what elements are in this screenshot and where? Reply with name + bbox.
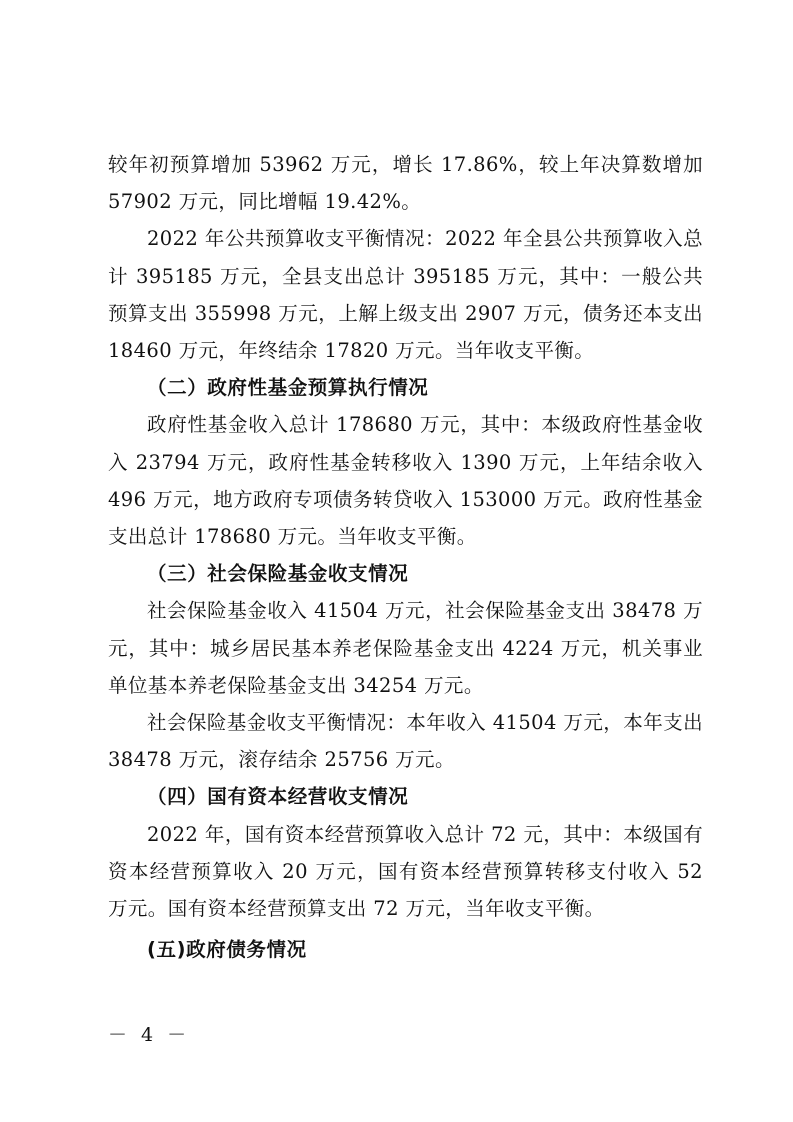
paragraph-budget-increase: 较年初预算增加 53962 万元，增长 17.86%，较上年决算数增加 57902 万元，同比增幅 19.42%。 [108, 153, 703, 214]
paragraph-government-fund: 政府性基金收入总计 178680 万元，其中：本级政府性基金收入 23794 万元，政府性基金转移收入 1390 万元，上年结余收入 496 万元，地方政府专项债务转贷收入 153000 万元。政府性基金支出总计 178680 万元。当年收支平衡。 [108, 413, 703, 549]
heading-government-fund: （二）政府性基金预算执行情况 [147, 376, 429, 400]
heading-social-insurance: （三）社会保险基金收支情况 [147, 562, 409, 586]
paragraph-public-budget-balance: 2022 年公共预算收支平衡情况：2022 年全县公共预算收入总计 395185 万元，全县支出总计 395185 万元，其中：一般公共预算支出 355998 万元，上解上级支出 2907 万元，债务还本支出 18460 万元，年终结余 17820 万元。当年收支平衡。 [108, 227, 703, 363]
paragraph-social-insurance-balance: 社会保险基金收支平衡情况：本年收入 41504 万元，本年支出 38478 万元，滚存结余 25756 万元。 [108, 711, 703, 772]
document-body [108, 146, 703, 968]
paragraph-state-capital: 2022 年，国有资本经营预算收入总计 72 元，其中：本级国有资本经营预算收入 20 万元，国有资本经营预算转移支付收入 52 万元。国有资本经营预算支出 72 万元，当年收支平衡。 [108, 822, 703, 921]
heading-state-capital: （四）国有资本经营收支情况 [147, 785, 409, 809]
page-number: － 4 － [108, 1024, 191, 1046]
paragraph-social-insurance: 社会保险基金收入 41504 万元，社会保险基金支出 38478 万元，其中：城乡居民基本养老保险基金支出 4224 万元，机关事业单位基本养老保险基金支出 34254 万元。 [108, 599, 703, 697]
heading-government-debt: (五)政府债务情况 [147, 938, 307, 962]
